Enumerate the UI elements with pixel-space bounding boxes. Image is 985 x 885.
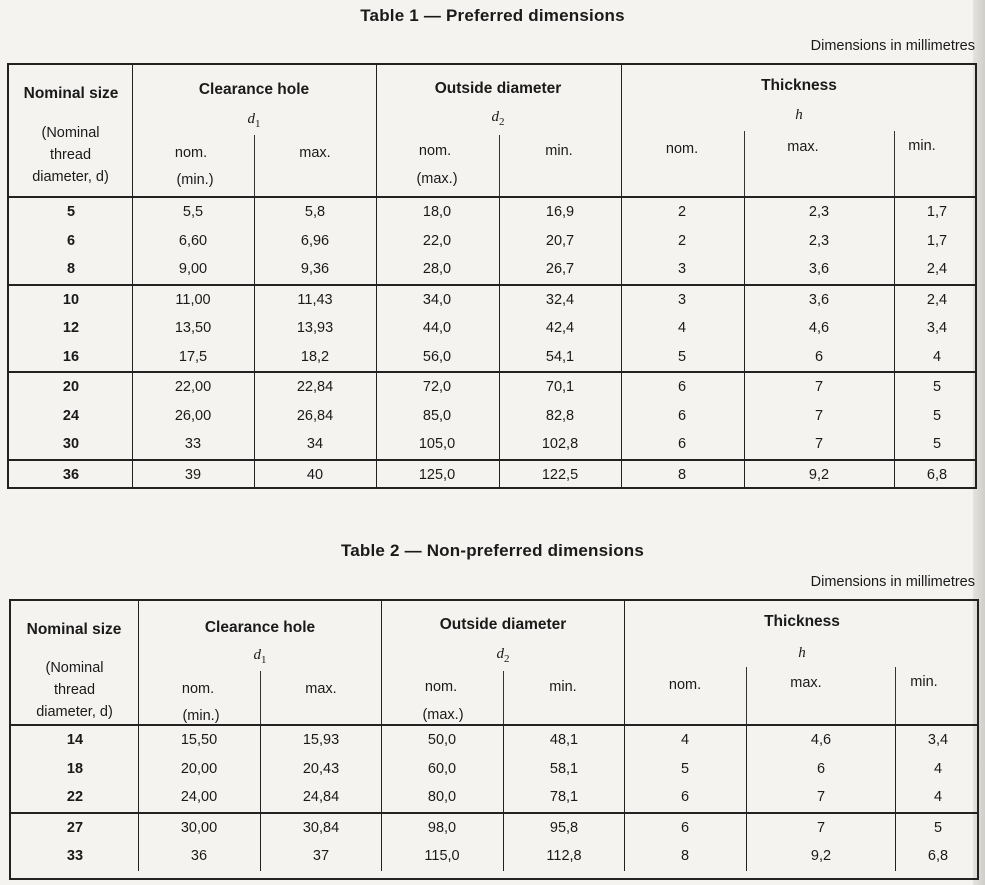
outside-nom-cell: 98,0 xyxy=(427,819,457,836)
nominal-size-cell: 14 xyxy=(66,732,84,748)
table-row xyxy=(9,227,975,256)
outside-min-cell: 82,8 xyxy=(545,407,575,424)
clearance-max-cell: 34 xyxy=(306,436,324,452)
clearance-max-cell: 5,8 xyxy=(304,204,326,220)
nominal-size-cell: 5 xyxy=(66,204,76,220)
nominal-size-cell: 8 xyxy=(66,261,76,277)
thickness-min-cell: 1,7 xyxy=(926,204,948,220)
table1-thickness-max: max. xyxy=(787,139,819,155)
thickness-nom-cell: 3 xyxy=(677,291,687,308)
table-row xyxy=(9,255,975,284)
thickness-min-cell: 2,4 xyxy=(926,261,948,277)
thickness-nom-cell: 6 xyxy=(677,407,687,424)
nominal-note-line: diameter, d) xyxy=(36,704,113,720)
nominal-size-cell: 27 xyxy=(66,819,84,836)
thickness-min-cell: 6,8 xyxy=(927,848,949,864)
table2-thickness-heading: Thickness xyxy=(764,613,840,630)
table1 xyxy=(7,63,977,489)
outside-min-cell: 70,1 xyxy=(545,379,575,395)
table2-header xyxy=(11,601,977,726)
table1-d2-symbol: $d_2$ xyxy=(491,109,505,128)
nominal-size-cell: 36 xyxy=(62,466,80,483)
thickness-min-cell: 5 xyxy=(932,436,942,452)
thickness-max-cell: 7 xyxy=(814,436,824,452)
clearance-nom-cell: 36 xyxy=(190,848,208,864)
outside-min-cell: 32,4 xyxy=(545,291,575,308)
table-row xyxy=(11,726,977,755)
clearance-max-cell: 15,93 xyxy=(302,732,340,748)
table1-outside-diameter-heading: Outside diameter xyxy=(434,80,562,97)
table-row xyxy=(11,842,977,871)
clearance-nom-cell: 9,00 xyxy=(178,261,208,277)
outside-min-cell: 48,1 xyxy=(549,732,579,748)
outside-min-cell: 16,9 xyxy=(545,204,575,220)
clearance-nom-cell: 39 xyxy=(184,466,202,483)
thickness-nom-cell: 2 xyxy=(677,232,687,249)
table-row xyxy=(11,814,977,843)
clearance-max-cell: 22,84 xyxy=(296,379,334,395)
nominal-size-cell: 12 xyxy=(62,320,80,336)
row-group xyxy=(9,284,975,372)
table-row xyxy=(9,198,975,227)
outside-nom-cell: 105,0 xyxy=(418,436,456,452)
table1-d1-symbol: $d_1$ xyxy=(247,111,261,130)
clearance-nom-cell: 5,5 xyxy=(182,204,204,220)
nominal-size-cell: 18 xyxy=(66,760,84,777)
clearance-max-cell: 11,43 xyxy=(297,291,333,308)
nominal-size-cell: 33 xyxy=(66,848,84,864)
table-row xyxy=(9,430,975,459)
outside-nom-cell: 80,0 xyxy=(427,789,457,805)
thickness-max-cell: 3,6 xyxy=(808,261,830,277)
row-group xyxy=(11,726,977,812)
outside-min-cell: 42,4 xyxy=(545,320,575,336)
thickness-nom-cell: 6 xyxy=(680,789,690,805)
thickness-max-cell: 3,6 xyxy=(808,291,830,308)
clearance-nom-cell: 26,00 xyxy=(174,407,212,424)
table2-clearance-hole-heading: Clearance hole xyxy=(204,619,316,636)
outside-nom-cell: 56,0 xyxy=(422,348,452,365)
thickness-max-cell: 6 xyxy=(816,760,826,777)
thickness-max-cell: 7 xyxy=(814,407,824,424)
thickness-min-cell: 5 xyxy=(932,379,942,395)
outside-min-cell: 78,1 xyxy=(549,789,579,805)
thickness-min-cell: 1,7 xyxy=(926,232,948,249)
outside-nom-cell: 85,0 xyxy=(422,407,452,424)
clearance-max-cell: 26,84 xyxy=(296,407,334,424)
table2-thickness-nom: nom. xyxy=(668,677,702,693)
table-row xyxy=(11,755,977,784)
thickness-min-cell: 5 xyxy=(933,819,943,836)
table2-thickness-max: max. xyxy=(790,675,822,691)
thickness-max-cell: 9,2 xyxy=(810,848,832,864)
thickness-max-cell: 7 xyxy=(816,819,826,836)
thickness-max-cell: 9,2 xyxy=(808,466,830,483)
clearance-nom-cell: 17,5 xyxy=(178,348,208,365)
nominal-note-line: thread xyxy=(49,147,92,163)
thickness-min-cell: 5 xyxy=(932,407,942,424)
table2-body xyxy=(11,726,977,871)
table2-outside-nom: nom. xyxy=(424,679,458,695)
thickness-max-cell: 6 xyxy=(814,348,824,365)
table1-thickness-nom: nom. xyxy=(665,141,699,157)
row-group xyxy=(9,198,975,284)
table1-thickness-heading: Thickness xyxy=(761,77,837,94)
thickness-nom-cell: 6 xyxy=(680,819,690,836)
outside-nom-cell: 50,0 xyxy=(427,732,457,748)
clearance-max-cell: 24,84 xyxy=(302,789,340,805)
thickness-min-cell: 4 xyxy=(933,760,943,777)
nominal-note-line: thread xyxy=(53,682,96,698)
table2-title: Table 2 — Non-preferred dimensions xyxy=(340,541,645,560)
table2-thickness-min: min. xyxy=(910,674,938,690)
thickness-max-cell: 2,3 xyxy=(808,232,830,249)
clearance-nom-cell: 11,00 xyxy=(175,291,211,308)
nominal-size-cell: 24 xyxy=(62,407,80,424)
table-row xyxy=(9,286,975,315)
outside-nom-cell: 28,0 xyxy=(422,261,452,277)
nominal-size-cell: 30 xyxy=(62,436,80,452)
outside-min-cell: 112,8 xyxy=(546,848,582,864)
outside-nom-cell: 72,0 xyxy=(422,379,452,395)
clearance-nom-cell: 15,50 xyxy=(180,732,218,748)
nominal-note-line: diameter, d) xyxy=(32,169,109,185)
thickness-nom-cell: 6 xyxy=(677,436,687,452)
nominal-size-cell: 22 xyxy=(66,789,84,805)
nominal-size-cell: 6 xyxy=(66,232,76,249)
clearance-max-cell: 40 xyxy=(306,466,324,483)
thickness-nom-cell: 3 xyxy=(677,261,687,277)
clearance-nom-cell: 22,00 xyxy=(174,379,212,395)
outside-nom-cell: 44,0 xyxy=(422,320,452,336)
thickness-max-cell: 4,6 xyxy=(810,732,832,748)
table1-outside-max-paren: (max.) xyxy=(416,171,458,187)
table-row xyxy=(11,783,977,812)
table2-outside-min: min. xyxy=(549,679,577,695)
thickness-max-cell: 2,3 xyxy=(808,204,830,220)
thickness-nom-cell: 2 xyxy=(677,204,687,220)
outside-nom-cell: 125,0 xyxy=(418,466,456,483)
outside-min-cell: 54,1 xyxy=(545,348,575,365)
table2-units: Dimensions in millimetres xyxy=(810,574,975,590)
table2-nominal-size-heading: Nominal size xyxy=(26,621,122,638)
table2-d1-symbol: $d_1$ xyxy=(253,647,267,666)
outside-min-cell: 102,8 xyxy=(541,436,579,452)
outside-nom-cell: 22,0 xyxy=(422,232,452,249)
table1-body xyxy=(9,198,975,489)
clearance-nom-cell: 30,00 xyxy=(180,819,218,836)
thickness-nom-cell: 8 xyxy=(680,848,690,864)
clearance-max-cell: 13,93 xyxy=(296,320,334,336)
table2-clearance-nom: nom. xyxy=(181,681,215,697)
table-row xyxy=(9,461,975,490)
outside-min-cell: 26,7 xyxy=(545,261,575,277)
thickness-nom-cell: 6 xyxy=(677,379,687,395)
thickness-nom-cell: 4 xyxy=(680,732,690,748)
outside-min-cell: 122,5 xyxy=(541,466,579,483)
clearance-max-cell: 30,84 xyxy=(302,819,340,836)
table1-units: Dimensions in millimetres xyxy=(810,38,975,54)
clearance-max-cell: 6,96 xyxy=(300,232,330,249)
thickness-nom-cell: 5 xyxy=(677,348,687,365)
table2-clearance-min-paren: (min.) xyxy=(182,708,220,724)
outside-min-cell: 20,7 xyxy=(545,232,575,249)
clearance-max-cell: 20,43 xyxy=(302,760,340,777)
outside-nom-cell: 60,0 xyxy=(427,760,457,777)
table-row xyxy=(9,314,975,343)
table1-clearance-nom: nom. xyxy=(174,145,208,161)
table1-thickness-min: min. xyxy=(908,138,936,154)
table-row xyxy=(9,373,975,402)
thickness-min-cell: 4 xyxy=(932,348,942,365)
clearance-max-cell: 9,36 xyxy=(300,261,330,277)
thickness-max-cell: 7 xyxy=(814,379,824,395)
clearance-nom-cell: 20,00 xyxy=(180,760,218,777)
table2-d2-symbol: $d_2$ xyxy=(496,646,510,665)
clearance-nom-cell: 24,00 xyxy=(180,789,218,805)
table2-clearance-max: max. xyxy=(305,681,337,697)
outside-min-cell: 95,8 xyxy=(549,819,579,836)
thickness-min-cell: 2,4 xyxy=(926,291,948,308)
table1-outside-min: min. xyxy=(545,143,573,159)
thickness-nom-cell: 5 xyxy=(680,760,690,777)
table1-nominal-note xyxy=(9,122,132,188)
outside-nom-cell: 34,0 xyxy=(422,291,452,308)
thickness-nom-cell: 4 xyxy=(677,320,687,336)
nominal-note-line: (Nominal xyxy=(45,660,104,676)
table2-h-symbol: h xyxy=(798,645,806,661)
table2-nominal-note xyxy=(11,657,138,723)
table1-clearance-hole-heading: Clearance hole xyxy=(198,81,310,98)
clearance-max-cell: 18,2 xyxy=(300,348,330,365)
table-row xyxy=(9,402,975,431)
nominal-size-cell: 10 xyxy=(62,291,80,308)
thickness-min-cell: 3,4 xyxy=(927,732,949,748)
thickness-max-cell: 7 xyxy=(816,789,826,805)
nominal-note-line: (Nominal xyxy=(41,125,100,141)
outside-nom-cell: 18,0 xyxy=(422,204,452,220)
table2 xyxy=(9,599,979,880)
nominal-size-cell: 16 xyxy=(62,348,80,365)
table1-nominal-size-heading: Nominal size xyxy=(23,85,119,102)
row-group xyxy=(11,812,977,871)
table1-header xyxy=(9,65,975,198)
outside-nom-cell: 115,0 xyxy=(424,848,460,864)
table1-title: Table 1 — Preferred dimensions xyxy=(360,6,625,25)
row-group xyxy=(9,459,975,490)
clearance-max-cell: 37 xyxy=(312,848,330,864)
thickness-min-cell: 6,8 xyxy=(926,466,948,483)
thickness-min-cell: 3,4 xyxy=(926,320,948,336)
clearance-nom-cell: 6,60 xyxy=(178,232,208,249)
clearance-nom-cell: 33 xyxy=(184,436,202,452)
thickness-min-cell: 4 xyxy=(933,789,943,805)
table1-clearance-max: max. xyxy=(299,145,331,161)
thickness-max-cell: 4,6 xyxy=(808,320,830,336)
table-row xyxy=(9,343,975,372)
table2-outside-diameter-heading: Outside diameter xyxy=(439,616,567,633)
table1-outside-nom: nom. xyxy=(418,143,452,159)
table2-outside-max-paren: (max.) xyxy=(422,707,464,723)
row-group xyxy=(9,371,975,459)
thickness-nom-cell: 8 xyxy=(677,466,687,483)
outside-min-cell: 58,1 xyxy=(549,760,579,777)
table1-clearance-min-paren: (min.) xyxy=(176,172,214,188)
table1-h-symbol: h xyxy=(795,107,803,123)
nominal-size-cell: 20 xyxy=(62,379,80,395)
clearance-nom-cell: 13,50 xyxy=(174,320,212,336)
